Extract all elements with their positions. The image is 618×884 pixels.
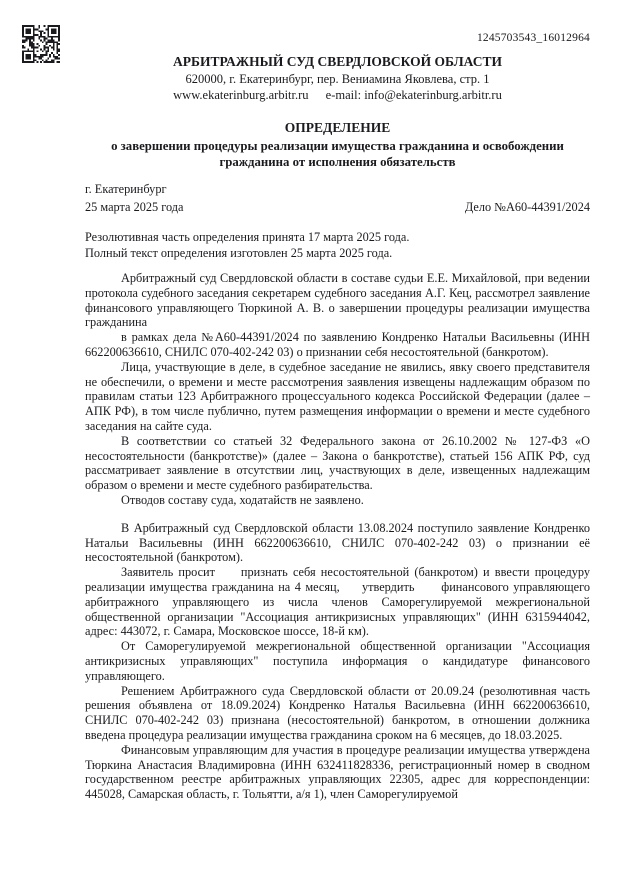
body-paragraph: От Саморегулируемой межрегиональной общественной организации "Ассоциация антикризисных управляющих" поступила информация о кандидатуре финансового управляющего. [85,639,590,683]
court-header [85,54,590,103]
body-paragraph: Решением Арбитражного суда Свердловской области от 20.09.24 (резолютивная часть решения объявлена от 18.09.2024) Кондренко Наталья Васильевна (ИНН 662200636610, СНИЛС 070-402-242 03) признана (несостоятельной) банкротом, в отношении должника введена процедура реализации имущества гражданина сроком на 6 месяцев, до 18.03.2025. [85,683,590,742]
body-paragraph: Заявитель просит признать себя несостоятельной (банкротом) и ввести процедуру реализации имущества гражданина на 4 месяц, утвердить финансового управляющего арбитражного управляющего из числа членов Саморегулируемой межрегиональной общественной организации "Ассоциация антикризисных управляющих" (ИНН 6315944042, адрес: 443072, г. Самара, Московское шоссе, 18-й км). [85,565,590,639]
body-paragraph: Арбитражный суд Свердловской области в составе судьи Е.Е. Михайловой, при ведении протокола судебного заседания секретарем судебного заседания А.Г. Кец, рассмотрел заявление финансового управляющего Тюркиной А. В. о завершении процедуры реализации имущества гражданина [85,271,590,330]
city-line: г. Екатеринбург [85,182,167,196]
paragraph-spacer [85,508,590,521]
document-body [85,271,590,802]
fulltext-made-line: Полный текст определения изготовлен 25 марта 2025 года. [85,245,393,260]
case-number: Дело №А60-44391/2024 [464,199,590,214]
court-contacts [85,88,590,103]
document-type-title: ОПРЕДЕЛЕНИЕ [284,120,391,135]
body-paragraph: В соответствии со статьей 32 Федерального закона от 26.10.2002 № 127-ФЗ «О несостоятельности (банкротстве)» (далее – Закона о банкротстве), статьей 156 АПК РФ, суд рассматривает заявление в отсутствии лиц, участвующих в деле, извещенных надлежащим образом о времени и месте судебного разбирательства. [85,433,590,493]
document-title-block [85,120,590,170]
date-line: 25 марта 2025 года [85,199,184,214]
body-paragraph: Финансовым управляющим для участия в процедуре реализации имущества утверждена Тюркина Анастасия Владимировна (ИНН 632411828336, регистрационный номер в сводном государственном реестре арбитражных управляющих 22305, адрес для корреспонденции: 445028, Самарская область, г. Тольятти, а/я 1), член Саморегулируемой [85,742,590,802]
document-registry-number: 1245703543_16012964 [476,32,590,44]
qr-code-graphic [22,25,60,63]
resolution-announced-line: Резолютивная часть определения принята 17 марта 2025 года. [85,230,410,244]
body-paragraph: Отводов составу суда, ходатайств не заявлено. [121,492,364,507]
place-date-block [85,182,590,215]
qr-code [22,25,60,63]
body-paragraph: Лица, участвующие в деле, в судебное заседание не явились, явку своего представителя не обеспечили, о времени и месте рассмотрения заявления извещены надлежащим образом по правилам статьи 123 Арбитражного процессуального кодекса Российской Федерации (далее – АПК РФ), в том числе публично, путем размещения информации о времени и месте судебного заседания на сайте суда. [85,359,590,433]
court-email: e-mail: info@ekaterinburg.arbitr.ru [325,88,502,102]
body-paragraph: в рамках дела №А60-44391/2024 по заявлению Кондренко Натальи Васильевны (ИНН 662200636610, СНИЛС 070-402-242 03) о признании себя несостоятельной (банкротом). [85,330,590,359]
court-name: АРБИТРАЖНЫЙ СУД СВЕРДЛОВСКОЙ ОБЛАСТИ [173,54,502,69]
document-subtitle: о завершении процедуры реализации имущества гражданина и освобождении гражданина от исполнения обязательств [111,139,564,169]
resolution-dates-block [85,230,590,261]
court-address: 620000, г. Екатеринбург, пер. Вениамина Яковлева, стр. 1 [185,72,490,86]
court-website: www.ekaterinburg.arbitr.ru [173,88,309,102]
body-paragraph: В Арбитражный суд Свердловской области 13.08.2024 поступило заявление Кондренко Натальи Васильевны (ИНН 662200636610, СНИЛС 070-402-242 03) о признании её несостоятельной (банкротом). [85,520,590,565]
